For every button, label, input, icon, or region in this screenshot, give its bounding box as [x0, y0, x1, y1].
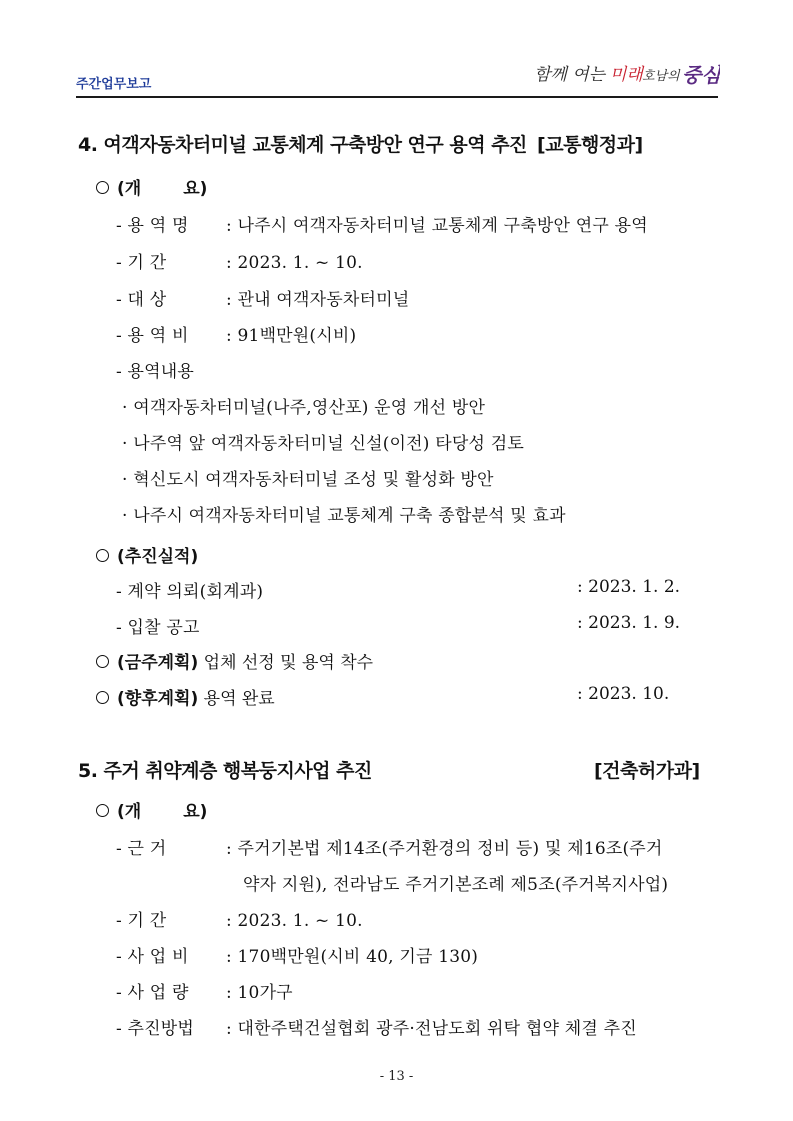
hollow-circle-bullet-icon — [96, 804, 109, 817]
s5-row-basis: - 근 거 : 주거기본법 제14조(주거환경의 정비 등) 및 제16조(주거 — [116, 839, 663, 859]
s4-future-date: : 2023. 10. — [577, 684, 670, 704]
s4-progress-heading: (추진실적) — [96, 542, 198, 567]
s5-row-basis-cont: 약자 지원), 전라남도 주거기본조례 제5조(주거복지사업) — [243, 875, 669, 895]
city-slogan-logo — [530, 50, 720, 94]
overview-open: (개 — [117, 179, 142, 199]
section-5-title: 5. 주거 취약계층 행복둥지사업 추진 — [78, 760, 372, 782]
s4-progress-item: - 입찰 공고 — [116, 618, 200, 638]
s4-content-item: · 나주역 앞 여객자동차터미널 신설(이전) 타당성 검토 — [122, 434, 524, 454]
hollow-circle-bullet-icon — [96, 691, 109, 704]
report-header-label: 주간업무보고 — [76, 77, 152, 92]
s5-row-cost: - 사 업 비 : 170백만원(시비 40, 기금 130) — [116, 947, 479, 967]
svg-text:중심: 중심 — [682, 63, 720, 87]
hollow-circle-bullet-icon — [96, 655, 109, 668]
slogan-logo-graphic — [530, 50, 720, 94]
s4-future-plan: (향후계획) 용역 완료 — [96, 684, 275, 709]
s5-row-method: - 추진방법 : 대한주택건설협회 광주·전남도회 위탁 협약 체결 추진 — [116, 1019, 637, 1039]
section-4-overview-heading — [96, 174, 207, 199]
hollow-circle-bullet-icon — [96, 549, 109, 562]
page-number: - 13 - — [379, 1069, 414, 1084]
s4-progress-date: : 2023. 1. 9. — [577, 613, 681, 633]
s4-week-plan: (금주계획) 업체 선정 및 용역 착수 — [96, 648, 373, 673]
hollow-circle-bullet-icon — [96, 181, 109, 194]
s4-contents-label: - 용역내용 — [116, 362, 195, 382]
s5-row-quantity: - 사 업 량 : 10가구 — [116, 983, 293, 1003]
s4-progress-date: : 2023. 1. 2. — [577, 577, 681, 597]
svg-text:함께 여는: 함께 여는 — [534, 65, 606, 85]
s5-row-period: - 기 간 : 2023. 1. ~ 10. — [116, 911, 363, 931]
header-rule — [76, 96, 718, 98]
s4-content-item: · 여객자동차터미널(나주,영산포) 운영 개선 방안 — [122, 398, 486, 418]
s4-row-name: - 용 역 명 : 나주시 여객자동차터미널 교통체계 구축방안 연구 용역 — [116, 216, 648, 236]
section-4-title: 4. 여객자동차터미널 교통체계 구축방안 연구 용역 추진 — [78, 134, 527, 156]
s4-row-target: - 대 상 : 관내 여객자동차터미널 — [116, 290, 410, 310]
svg-text:호남의: 호남의 — [642, 69, 680, 84]
s4-content-item: · 나주시 여객자동차터미널 교통체계 구축 종합분석 및 효과 — [122, 506, 566, 526]
section-4-heading — [78, 130, 643, 157]
section-5-heading — [78, 756, 718, 783]
s4-progress-item: - 계약 의뢰(회계과) — [116, 582, 264, 602]
section-5-overview-heading: (개 요) — [96, 797, 207, 822]
section-4-dept: [교통행정과] — [537, 134, 643, 156]
overview-close: 요) — [183, 179, 208, 199]
s4-row-period: - 기 간 : 2023. 1. ~ 10. — [116, 253, 363, 273]
s4-row-cost: - 용 역 비 : 91백만원(시비) — [116, 326, 357, 346]
s4-content-item: · 혁신도시 여객자동차터미널 조성 및 활성화 방안 — [122, 470, 494, 490]
section-5-dept: [건축허가과] — [594, 760, 700, 782]
svg-text:미래: 미래 — [610, 65, 643, 85]
